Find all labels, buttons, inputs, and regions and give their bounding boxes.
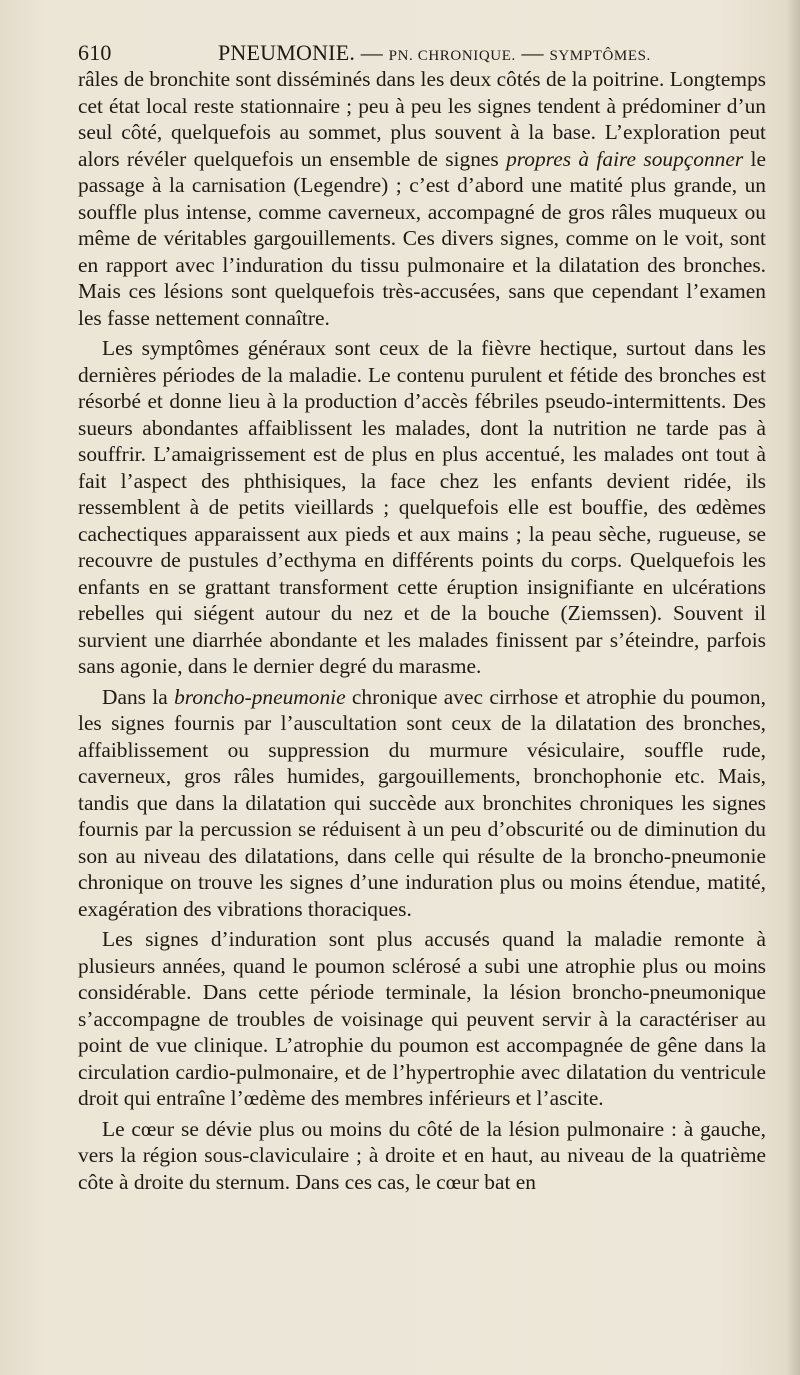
paragraph-text: râles de bronchite sont disséminés dans les deux côtés de la poitrine. Longtemps cet état local reste stationnaire ; peu à peu les signes tendent à prédominer d’un seul côté, quelquefois au sommet, plus souvent à la base. L’exploration peut alors révéler quelquefois un ensemble de signes: [78, 67, 766, 171]
paragraph-text: Les symptômes généraux sont ceux de la fièvre hectique, surtout dans les dernières périodes de la maladie. Le contenu purulent et fétide des bronches est résorbé et donne lieu à la production d’accès fébriles pseudo-intermittents. Des sueurs abondantes affaiblissent les malades, dont la nutrition ne tarde pas à souffrir. L’amaigrissement est de plus en plus accentué, les malades ont tout à fait l’aspect des phthisiques, la face chez les enfants devient ridée, ils ressemblent à de petits vieillards ; quelquefois elle est bouffie, des œdèmes cachectiques apparaissent aux pieds et aux mains ; la peau sèche, rugueuse, se recouvre de pustules d’ecthyma en différents points du corps. Quelquefois les enfants en se grattant transforment cette éruption insignifiante en ulcérations rebelles qui siégent autour du nez et de la bouche (Ziemssen). Souvent il survient une diarrhée abondante et les malades finissent par s’éteindre, parfois sans agonie, dans le dernier degré du marasme.: [78, 336, 766, 678]
body-text: [78, 66, 766, 1195]
italic-text: broncho-pneumonie: [174, 684, 346, 709]
header-dash: —: [360, 40, 383, 65]
paragraph-text: le passage à la carnisation (Legendre) ; c’est d’abord une matité plus grande, un souffle plus intense, comme caverneux, accompagné de gros râles muqueux ou même de véritables gargouillements. Ces divers signes, comme on le voit, sont en rapport avec l’induration du tissu pulmonaire et la dilatation des bronches. Mais ces lésions sont quelquefois très-accusées, sans que cependant l’examen les fasse nettement connaître.: [78, 146, 766, 330]
italic-text: propres à faire soupçonner: [506, 146, 744, 171]
paragraph: [78, 1116, 766, 1196]
running-header: [78, 38, 768, 68]
paragraph: [78, 926, 766, 1112]
paragraph: [78, 66, 766, 331]
paragraph-text: Le cœur se dévie plus ou moins du côté de la lésion pulmonaire : à gauche, vers la région sous-claviculaire ; à droite et en haut, au niveau de la quatrième côte à droite du sternum. Dans ces cas, le cœur bat en: [78, 1116, 766, 1194]
paragraph-text: Les signes d’induration sont plus accusés quand la maladie remonte à plusieurs années, quand le poumon sclérosé a subi une atrophie plus ou moins considérable. Dans cette période terminale, la lésion broncho-pneumonique s’accompagne de troubles de voisinage qui peuvent servir à la caractériser au point de vue clinique. L’atrophie du poumon est accompagnée de gêne dans la circulation cardio-pulmonaire, et de l’hypertrophie avec dilatation du ventricule droit qui entraîne l’œdème des membres inférieurs et l’ascite.: [78, 927, 766, 1110]
header-subsection: SYMPTÔMES.: [549, 48, 651, 64]
paragraph-text: chronique avec cirrhose et atrophie du poumon, les signes fournis par l’auscultation sont ceux de la dilatation des bronches, affaiblissement ou suppression du murmure vésiculaire, souffle rude, caverneux, gros râles humides, gargouillements, bronchophonie etc. Mais, tandis que dans la dilatation qui succède aux bronchites chroniques les signes fournis par la percussion se réduisent à un peu d’obscurité ou de diminution du son au niveau des dilatations, dans celle qui résulte de la broncho-pneumonie chronique on trouve les signes d’une induration plus ou moins étendue, matité, exagération des vibrations thoraciques.: [78, 684, 766, 921]
paragraph-text: Dans la: [102, 684, 175, 709]
page-edge-shadow: [786, 0, 800, 1375]
paragraph: [78, 335, 766, 680]
paragraph: [78, 684, 766, 923]
header-title: PNEUMONIE.: [218, 40, 356, 65]
header-section: PN. CHRONIQUE.: [388, 48, 516, 64]
header-dash: —: [521, 40, 544, 65]
page-number: 610: [78, 40, 112, 65]
